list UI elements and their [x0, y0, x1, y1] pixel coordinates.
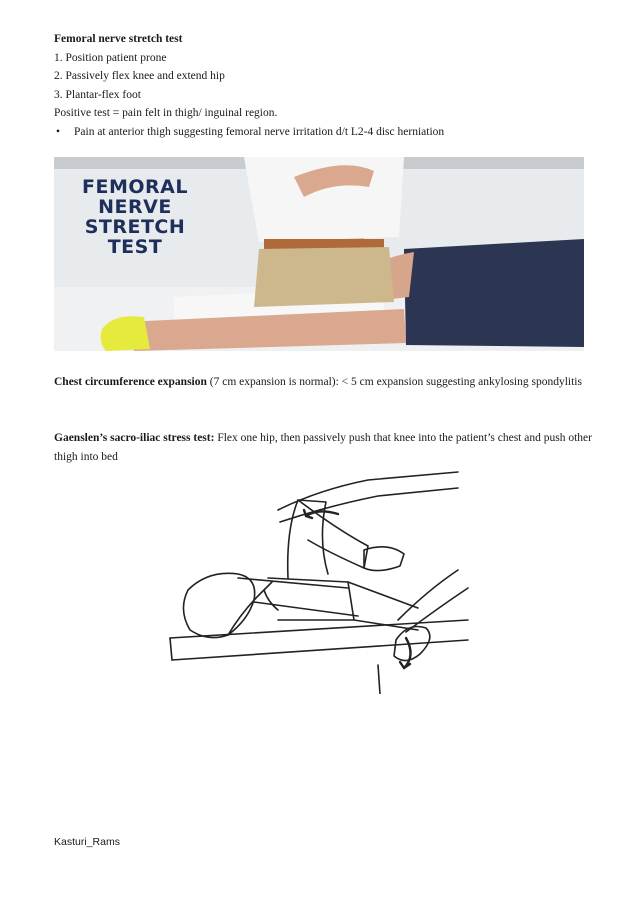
footer-author: Kasturi_Rams [54, 836, 120, 848]
section-text: Flex one hip, then passively push that knee into the patient’s chest and push other thigh into bed [54, 432, 592, 463]
positive-test-text: Positive test = pain felt in thigh/ inguinal region. [54, 107, 278, 119]
photo-title: FEMORAL NERVE STRETCH TEST [82, 176, 188, 258]
section-title: Femoral nerve stretch test [54, 33, 183, 45]
gaenslen-test-section [54, 429, 594, 466]
step-1: 1. Position patient prone [54, 51, 167, 64]
chest-expansion-section [54, 373, 594, 392]
step-3: 3. Plantar-flex foot [54, 88, 141, 101]
section-title: Gaenslen’s sacro-iliac stress test: [54, 432, 215, 444]
gaenslen-test-illustration [168, 470, 473, 694]
section-title: Chest circumference expansion [54, 376, 207, 388]
bullet-icon: • [56, 125, 61, 138]
femoral-nerve-photo [54, 157, 584, 351]
bullet-text: Pain at anterior thigh suggesting femoral nerve irritation d/t L2-4 disc herniation [74, 125, 445, 138]
section-text: (7 cm expansion is normal): < 5 cm expansion suggesting ankylosing spondylitis [206, 376, 582, 388]
bullet-item [54, 123, 594, 142]
femoral-nerve-section [54, 30, 594, 141]
step-2: 2. Passively flex knee and extend hip [54, 70, 225, 82]
